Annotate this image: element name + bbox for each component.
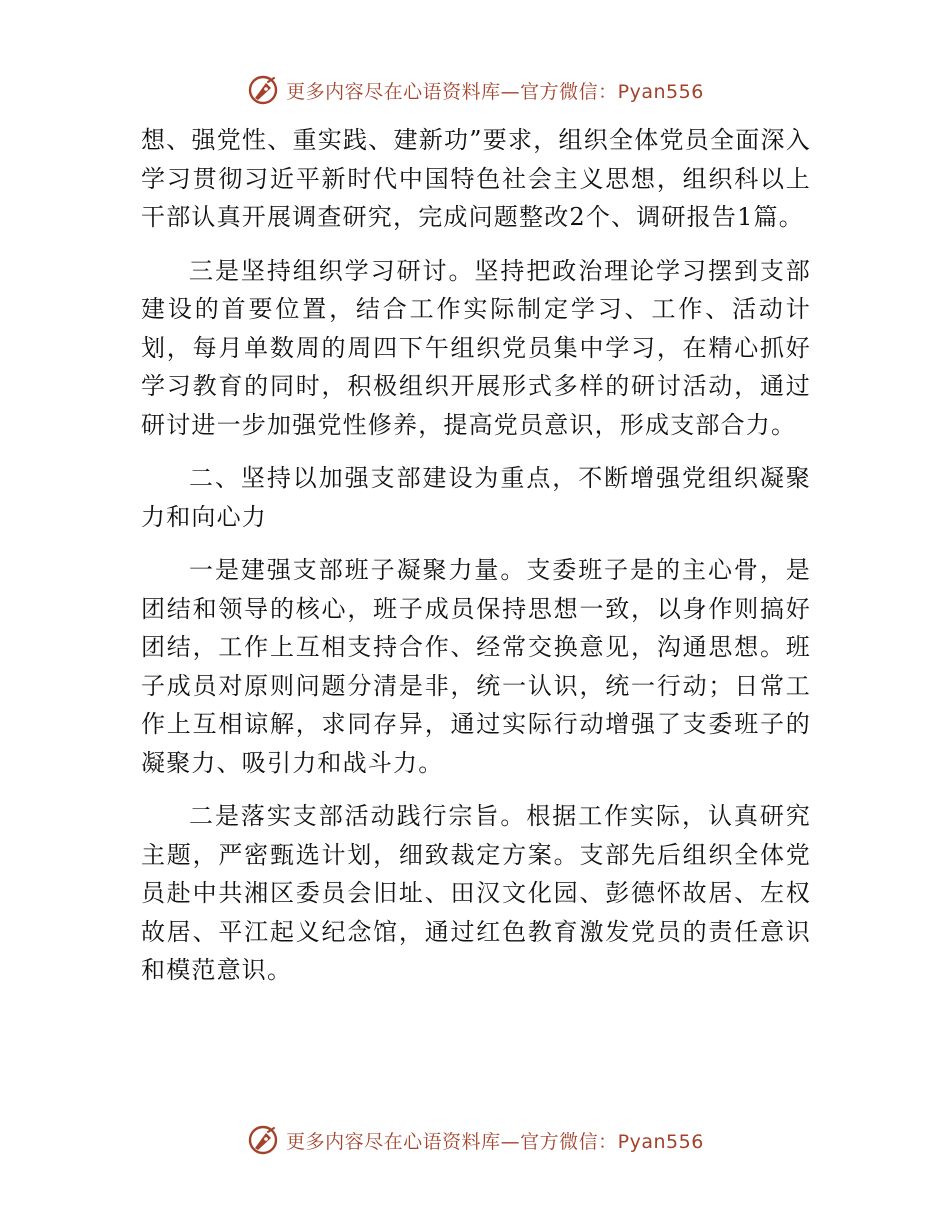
- pen-nib-logo-icon: [246, 1123, 280, 1157]
- paragraph-branch-activities: 二是落实支部活动践行宗旨。根据工作实际，认真研究主题，严密甄选计划，细致裁定方案。支部先后组织全体党员赴中共湘区委员会旧址、田汉文化园、彭德怀故居、左权故居、平江起义纪念馆，通过红色教育激发党员的责任意识和模范意识。: [141, 802, 811, 984]
- footer-banner-text: 更多内容尽在心语资料库—官方微信：Pyan556: [286, 1130, 704, 1153]
- paragraph-team-cohesion: 一是建强支部班子凝聚力量。支委班子是的主心骨，是团结和领导的核心，班子成员保持思想一致，以身作则搞好团结，工作上互相支持合作、经常交换意见，沟通思想。班子成员对原则问题分清是非，统一认识，统一行动；日常工作上互相谅解，求同存异，通过实际行动增强了支委班子的凝聚力、吸引力和战斗力。: [141, 556, 811, 777]
- footer-banner: [0, 1120, 950, 1160]
- document-body: [141, 121, 811, 1005]
- section-heading-branch-building: 二、坚持以加强支部建设为重点，不断增强党组织凝聚力和向心力: [141, 464, 811, 531]
- paragraph-study-seminar: 三是坚持组织学习研讨。坚持把政治理论学习摆到支部建设的首要位置，结合工作实际制定学习、工作、活动计划，每月单数周的周四下午组织党员集中学习，在精心抓好学习教育的同时，积极组织开展形式多样的研讨活动，通过研讨进一步加强党性修养，提高党员意识，形成支部合力。: [141, 256, 811, 439]
- header-banner-text: 更多内容尽在心语资料库—官方微信：Pyan556: [286, 80, 704, 103]
- pen-nib-logo-icon: [246, 73, 280, 107]
- header-banner: [0, 70, 950, 110]
- paragraph-continuation: 想、强党性、重实践、建新功”要求，组织全体党员全面深入学习贯彻习近平新时代中国特色社会主义思想，组织科以上干部认真开展调查研究，完成问题整改2个、调研报告1篇。: [141, 126, 811, 231]
